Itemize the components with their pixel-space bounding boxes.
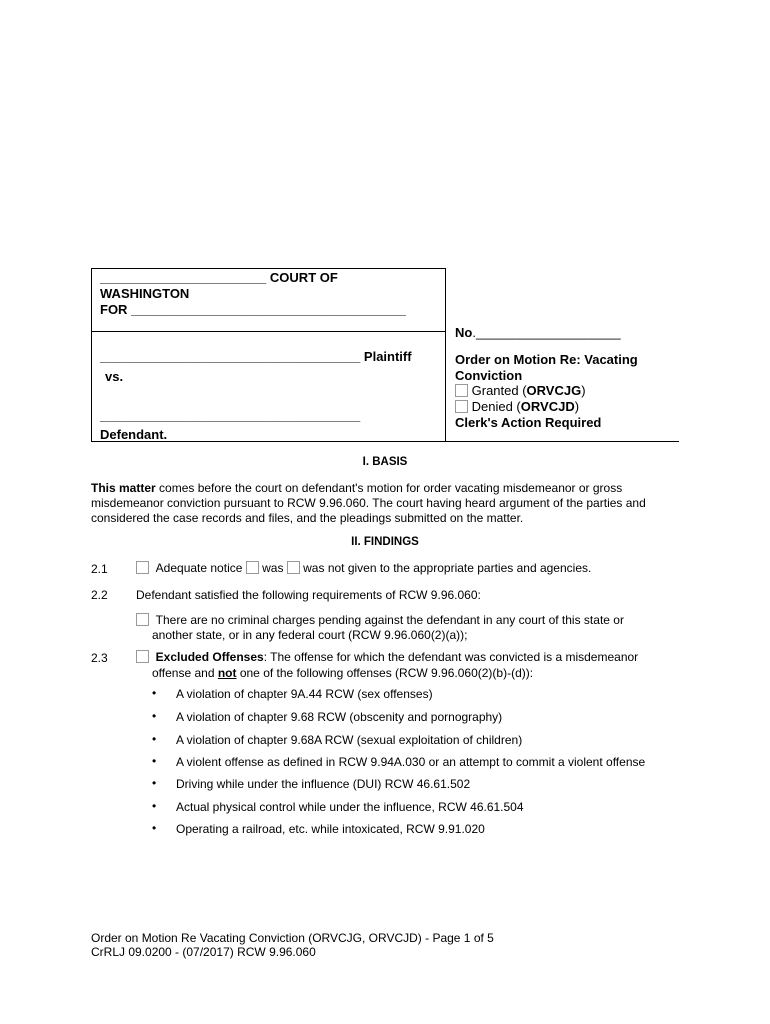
bullet-icon: • [152,709,157,723]
notice-checkbox[interactable] [136,561,149,574]
no-pending-charges-item [136,613,624,628]
basis-lead: This matter [91,481,156,495]
bullet-icon: • [152,799,157,813]
excluded-offenses-text-1: : The offense for which the defendant was convicted is a misdemeanor [263,650,639,664]
for-line [100,302,406,317]
excluded-offenses-line-2 [152,666,533,681]
bullet-icon: • [152,754,157,768]
bullet-item: Actual physical control while under the influence, RCW 46.61.504 [176,800,524,814]
case-number-blank[interactable]: .____________________ [472,325,621,340]
basis-paragraph [91,481,691,526]
court-of-label: COURT OF [269,270,338,285]
was-label: was [262,561,284,575]
caption-bottom-rule [91,441,679,442]
bullet-icon: • [152,776,157,790]
granted-code: ORVCJG [526,383,582,398]
excluded-offenses-label: Excluded Offenses [155,650,264,664]
caption-divider [91,331,446,332]
footer-line-1: Order on Motion Re Vacating Conviction (ORVCJG, ORVCJD) - Page 1 of 5 [91,931,494,945]
plaintiff-line [100,349,412,364]
finding-2-3-number: 2.3 [91,651,108,665]
finding-2-2-number: 2.2 [91,588,108,602]
denied-close-paren: ) [574,399,580,414]
adequate-notice-label: Adequate notice [155,561,243,575]
bullet-item: A violation of chapter 9.68 RCW (obscenity and pornography) [176,710,503,724]
no-pending-charges-line-1: There are no criminal charges pending against the defendant in any court of this state or [155,613,624,627]
bullet-icon: • [152,821,157,835]
plaintiff-blank[interactable]: ____________________________________ [100,349,361,364]
excluded-offenses-item [136,650,638,665]
order-title-2: Conviction [455,368,523,383]
excluded-offenses-checkbox[interactable] [136,650,149,663]
granted-label: Granted ( [471,383,527,398]
for-label: FOR [100,302,128,317]
bullet-item: Driving while under the influence (DUI) RCW 46.61.502 [176,777,471,791]
bullet-item: A violation of chapter 9A.44 RCW (sex offenses) [176,687,433,701]
excluded-offenses-text-2a: offense and [152,666,218,680]
denied-checkbox[interactable] [455,400,468,413]
defendant-blank[interactable]: ____________________________________ [100,408,361,423]
excluded-offenses-text-2b: one of the following offenses (RCW 9.96.060(2)(b)-(d)): [236,666,534,680]
was-checkbox[interactable] [246,561,259,574]
defendant-label: Defendant. [100,427,168,442]
granted-option [455,383,586,398]
washington-label: WASHINGTON [100,286,190,301]
denied-option [455,399,579,414]
basis-line-2: misdemeanor conviction pursuant to RCW 9.96.060. The court having heard argument of the parties and [91,496,646,510]
finding-2-1 [136,561,591,576]
footer-line-2: CrRLJ 09.0200 - (07/2017) RCW 9.96.060 [91,945,316,959]
denied-label: Denied ( [471,399,521,414]
basis-line-3: considered the case records and files, and the pleadings submitted on the matter. [91,511,524,525]
granted-close-paren: ) [581,383,586,398]
basis-line-1: comes before the court on defendant's motion for order vacating misdemeanor or gross [155,481,623,495]
was-not-checkbox[interactable] [287,561,300,574]
no-pending-charges-line-2: another state, or in any federal court (RCW 9.96.060(2)(a)); [152,628,468,642]
no-pending-charges-checkbox[interactable] [136,613,149,626]
not-emphasis: not [217,666,237,680]
basis-heading: I. BASIS [362,456,408,468]
clerk-action-label: Clerk's Action Required [455,415,602,430]
plaintiff-label: Plaintiff [363,349,412,364]
court-name-blank[interactable]: _______________________ [100,270,267,285]
bullet-icon: • [152,732,157,746]
county-blank[interactable]: ______________________________________ [131,302,406,317]
case-number-line [455,325,621,340]
denied-code: ORVCJD [520,399,575,414]
bullet-item: A violation of chapter 9.68A RCW (sexual exploitation of children) [176,733,523,747]
granted-checkbox[interactable] [455,384,468,397]
was-not-label: was not given to the appropriate parties and agencies. [303,561,592,575]
findings-heading: II. FINDINGS [351,536,419,548]
bullet-item: Operating a railroad, etc. while intoxicated, RCW 9.91.020 [176,822,485,836]
bullet-icon: • [152,686,157,700]
finding-2-1-number: 2.1 [91,562,108,576]
court-line [100,270,338,285]
finding-2-2-text: Defendant satisfied the following requirements of RCW 9.96.060: [136,588,481,602]
case-number-label: No [455,325,473,340]
bullet-item: A violent offense as defined in RCW 9.94A.030 or an attempt to commit a violent offense [176,755,646,769]
vs-label: vs. [105,369,124,384]
order-title-1: Order on Motion Re: Vacating [455,352,638,367]
